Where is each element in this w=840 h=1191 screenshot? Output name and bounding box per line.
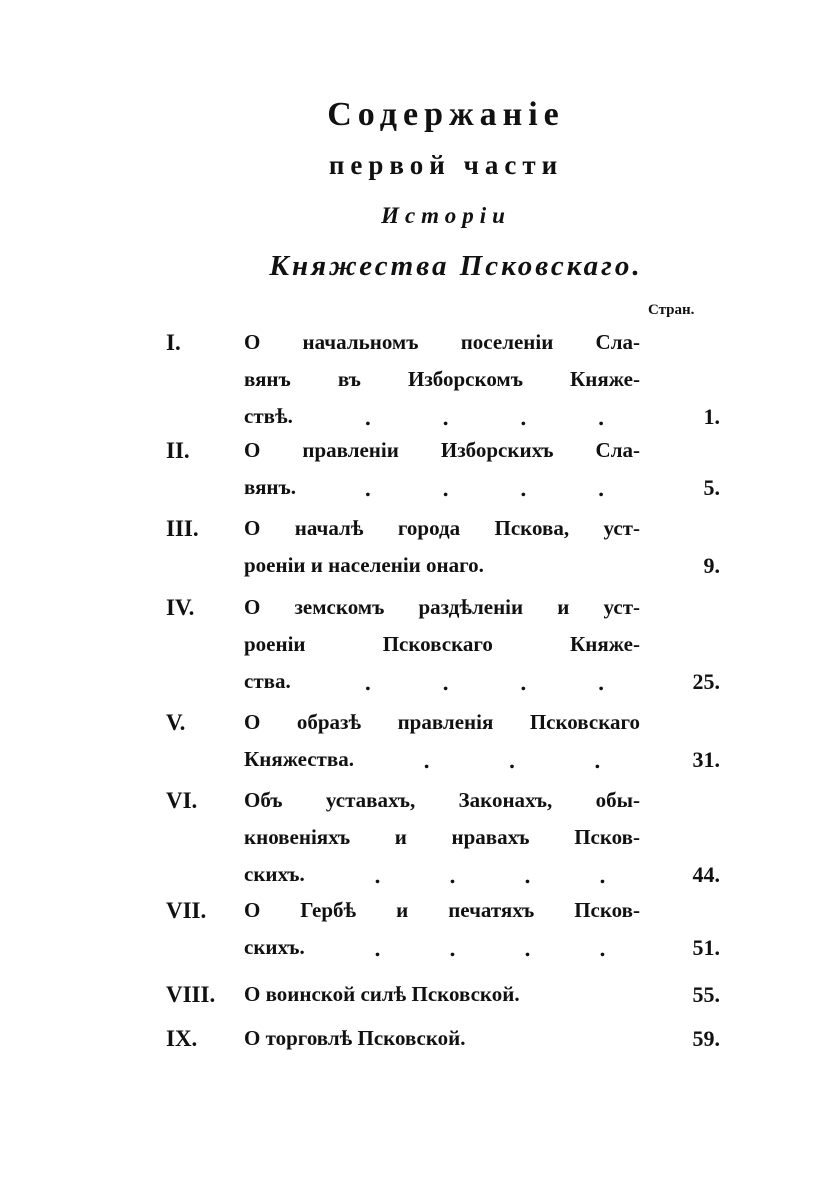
toc-entry-number: I. <box>166 330 181 355</box>
subtitle-history: Исторіи <box>381 203 511 228</box>
toc-entry-line: О воинской силѣ Псковской. <box>244 982 520 1006</box>
leader-dots: . . . . <box>374 864 606 888</box>
toc-entry-line: О земскомъ раздѣленіи и уст- <box>244 595 640 619</box>
leader-dots: . . . . <box>364 671 605 695</box>
toc-entry-line: скихъ. <box>244 935 305 959</box>
toc-entry-page: 1. <box>703 404 720 429</box>
toc-entry-line: О торговлѣ Псковской. <box>244 1026 466 1050</box>
toc-entry-number: IX. <box>166 1026 198 1051</box>
toc-entry-line: О началѣ города Пскова, уст- <box>244 516 640 540</box>
toc-entry-line: Объ уставахъ, Законахъ, обы- <box>244 788 640 812</box>
toc-entry-line: роеніи и населеніи онаго. <box>244 553 484 577</box>
toc-entry-page: 59. <box>692 1026 720 1051</box>
toc-entry-line: О Гербѣ и печатяхъ Псков- <box>244 898 640 922</box>
toc-entry-line: кновеніяхъ и нравахъ Псков- <box>244 825 640 849</box>
leader-dots: . . . <box>423 749 601 773</box>
toc-entry-line: О образѣ правленія Псковскаго <box>244 710 640 734</box>
toc-entry-number: VI. <box>166 788 198 813</box>
toc-entry-page: 31. <box>692 747 720 772</box>
leader-dots: . . . . <box>364 406 605 430</box>
toc-entry-number: II. <box>166 438 190 463</box>
toc-entry-number: III. <box>166 516 199 541</box>
subtitle-principality: Княжества Псковскаго. <box>269 250 643 282</box>
toc-entry-page: 44. <box>692 862 720 887</box>
toc-entry-page: 51. <box>692 935 720 960</box>
toc-entry-line: О начальномъ поселеніи Сла- <box>244 330 640 354</box>
toc-entry-line: скихъ. <box>244 862 305 886</box>
page-column-header: Стран. <box>648 302 695 318</box>
toc-entry-page: 55. <box>692 982 720 1007</box>
toc-entry-line: О правленіи Изборскихъ Сла- <box>244 438 640 462</box>
toc-entry-line: вянъ. <box>244 475 297 499</box>
toc-entry-line: вянъ въ Изборскомъ Княже- <box>244 367 640 391</box>
toc-entry-line: роеніи Псковскаго Княже- <box>244 632 640 656</box>
leader-dots: . . . . <box>364 477 605 501</box>
page-title: Содержаніе <box>327 96 565 133</box>
toc-entry-line: ства. <box>244 669 291 693</box>
leader-dots: . . . . <box>374 937 606 961</box>
toc-entry-number: VIII. <box>166 982 216 1007</box>
toc-entry-number: IV. <box>166 595 195 620</box>
toc-entry-page: 9. <box>703 553 720 578</box>
subtitle: первой части <box>328 150 564 180</box>
toc-entry-page: 25. <box>692 669 720 694</box>
toc-entry-number: V. <box>166 710 186 735</box>
toc-entry-number: VII. <box>166 898 207 923</box>
toc-entry-page: 5. <box>703 475 720 500</box>
toc-entry-line: ствѣ. <box>244 404 293 428</box>
toc-entry-line: Княжества. <box>244 747 354 771</box>
